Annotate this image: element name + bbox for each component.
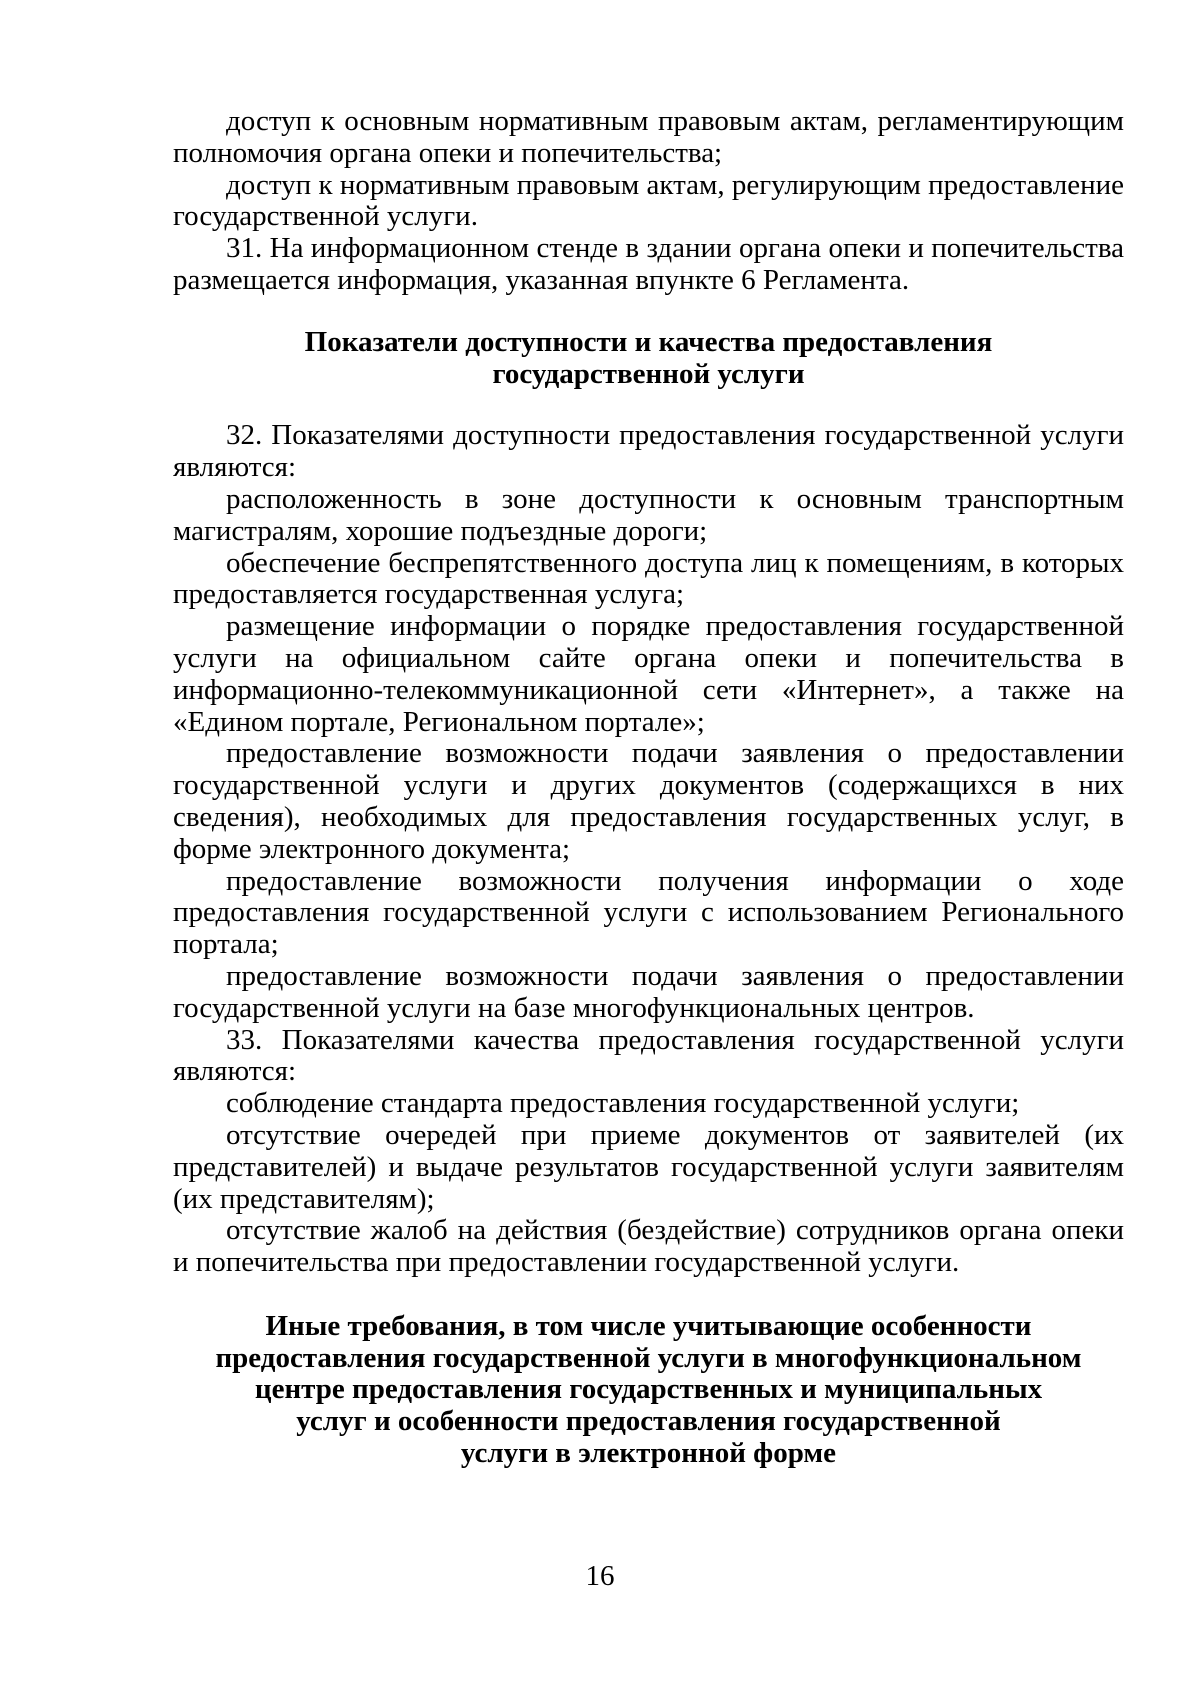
section-heading-line: услуги в электронной форме [460, 1437, 837, 1470]
paragraph: предоставление возможности подачи заявления о предоставлении государственной услуги и других документов (содержащихся в них сведения), необходимых для предоставления государственных услуг, в форме электронного документа; [173, 737, 1124, 865]
section-heading [173, 327, 1124, 391]
section-heading-line: центре предоставления государственных и муниципальных [254, 1373, 1043, 1406]
section-heading-line: услуг и особенности предоставления государственной [296, 1405, 1001, 1438]
paragraph: 32. Показателями доступности предоставления государственной услуги являются: [173, 419, 1124, 484]
paragraph: предоставление возможности получения информации о ходе предоставления государственной услуги с использованием Регионального портала; [173, 864, 1124, 961]
paragraph: доступ к нормативным правовым актам, регулирующим предоставление государственной услуги. [173, 168, 1124, 233]
paragraph: соблюдение стандарта предоставления государственной услуги; [226, 1087, 1020, 1120]
section-heading-line: государственной услуги [492, 357, 805, 390]
section-heading [173, 1311, 1124, 1470]
paragraph: расположенность в зоне доступности к основным транспортным магистралям, хорошие подъездные дороги; [173, 482, 1124, 547]
section-heading-line: Показатели доступности и качества предоставления [304, 325, 993, 358]
document-page [173, 106, 1124, 1470]
section-heading-line: предоставления государственной услуги в многофункциональном [215, 1341, 1082, 1374]
paragraph: доступ к основным нормативным правовым актам, регламентирующим полномочия органа опеки и попечительства; [173, 105, 1124, 169]
paragraph: 31. На информационном стенде в здании органа опеки и попечительства размещается информация, указанная впункте 6 Регламента. [173, 232, 1124, 296]
page-number: 16 [585, 1560, 615, 1592]
paragraph: размещение информации о порядке предоставления государственной услуги на официальном сайте органа опеки и попечительства в информационно-телекоммуникационной сети «Интернет», а также на «Едином портале, Региональном портале»; [173, 610, 1124, 738]
paragraph: предоставление возможности подачи заявления о предоставлении государственной услуги на базе многофункциональных центров. [173, 959, 1124, 1024]
paragraph: отсутствие жалоб на действия (бездействие) сотрудников органа опеки и попечительства при предоставлении государственной услуги. [173, 1214, 1124, 1279]
paragraph: обеспечение беспрепятственного доступа лиц к помещениям, в которых предоставляется государственная услуга; [173, 546, 1124, 611]
body-text-middle [173, 420, 1124, 1279]
body-text-top [173, 106, 1124, 297]
section-heading-line: Иные требования, в том числе учитывающие особенности [265, 1309, 1032, 1342]
paragraph: 33. Показателями качества предоставления государственной услуги являются: [173, 1023, 1124, 1088]
paragraph: отсутствие очередей при приеме документов от заявителей (их представителей) и выдаче результатов государственной услуги заявителям (их представителям); [173, 1118, 1124, 1215]
